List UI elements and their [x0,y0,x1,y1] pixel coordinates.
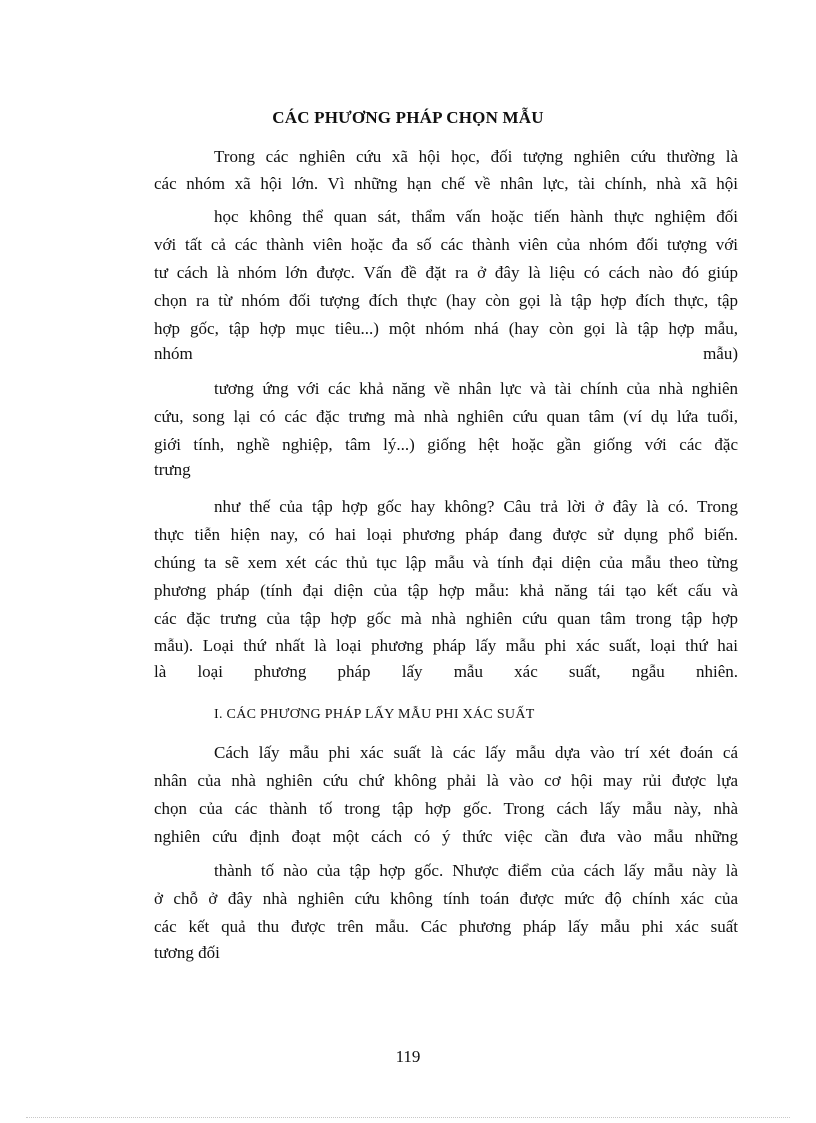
paragraph-line: tương ứng với các khả năng về nhân lực và tài chính của nhà nghiên [214,379,738,398]
paragraph-line: chọn của các thành tố trong tập hợp gốc. Trong cách lấy mẫu này, nhà [154,799,738,818]
paragraph-line: tư cách là nhóm lớn được. Vấn đề đặt ra ở đây là liệu có cách nào đó giúp [154,263,738,282]
paragraph-line: tương đối [154,943,220,962]
paragraph-line: nhóm mẫu) [154,344,738,363]
paragraph-line: Cách lấy mẫu phi xác suất là các lấy mẫu dựa vào trí xét đoán cá [214,743,738,762]
paragraph-line: học không thể quan sát, thẩm vấn hoặc tiến hành thực nghiệm đối [214,207,738,226]
page-title: CÁC PHƯƠNG PHÁP CHỌN MẪU [272,108,544,127]
paragraph-line: các đặc trưng của tập hợp gốc mà nhà nghiên cứu quan tâm trong tập hợp [154,609,738,628]
page-number: 119 [395,1047,421,1066]
paragraph-line: trưng [154,460,191,479]
paragraph-line: phương pháp (tính đại diện của tập hợp mẫu: khả năng tái tạo kết cấu và [154,581,738,600]
page-bottom-divider [26,1117,790,1118]
paragraph-line: cứu, song lại có các đặc trưng mà nhà nghiên cứu quan tâm (ví dụ lứa tuổi, [154,407,738,426]
paragraph-line: ở chỗ ở đây nhà nghiên cứu không tính toán được mức độ chính xác của [154,889,738,908]
paragraph-line: thực tiễn hiện nay, có hai loại phương pháp đang được sử dụng phổ biến. [154,525,738,544]
paragraph-line: với tất cả các thành viên hoặc đa số các thành viên của nhóm đối tượng với [154,235,738,254]
paragraph-line: như thế của tập hợp gốc hay không? Câu trả lời ở đây là có. Trong [214,497,738,516]
paragraph-line: Trong các nghiên cứu xã hội học, đối tượng nghiên cứu thường là [214,147,738,166]
paragraph-line: thành tố nào của tập hợp gốc. Nhược điểm của cách lấy mẫu này là [214,861,738,880]
paragraph-line: nhân của nhà nghiên cứu chứ không phải là vào cơ hội may rủi được lựa [154,771,738,790]
paragraph-line: mẫu). Loại thứ nhất là loại phương pháp lấy mẫu phi xác suất, loại thứ hai [154,636,738,655]
paragraph-line: giới tính, nghề nghiệp, tâm lý...) giống hệt hoặc gần giống với các đặc [154,435,738,454]
paragraph-line: nghiên cứu định đoạt một cách có ý thức việc cần đưa vào mẫu những [154,827,738,846]
paragraph-line: hợp gốc, tập hợp mục tiêu...) một nhóm nhá (hay còn gọi là tập hợp mẫu, [154,319,738,338]
paragraph-line: các nhóm xã hội lớn. Vì những hạn chế về nhân lực, tài chính, nhà xã hội [154,174,738,193]
paragraph-line: chọn ra từ nhóm đối tượng đích thực (hay còn gọi là tập hợp đích thực, tập [154,291,738,310]
paragraph-line: chúng ta sẽ xem xét các thủ tục lập mẫu và tính đại diện của mẫu theo từng [154,553,738,572]
paragraph-line: là loại phương pháp lấy mẫu xác suất, ngẫu nhiên. [154,662,738,681]
section-heading: I. CÁC PHƯƠNG PHÁP LẤY MẪU PHI XÁC SUẤT [214,707,535,722]
paragraph-line: các kết quả thu được trên mẫu. Các phương pháp lấy mẫu phi xác suất [154,917,738,936]
